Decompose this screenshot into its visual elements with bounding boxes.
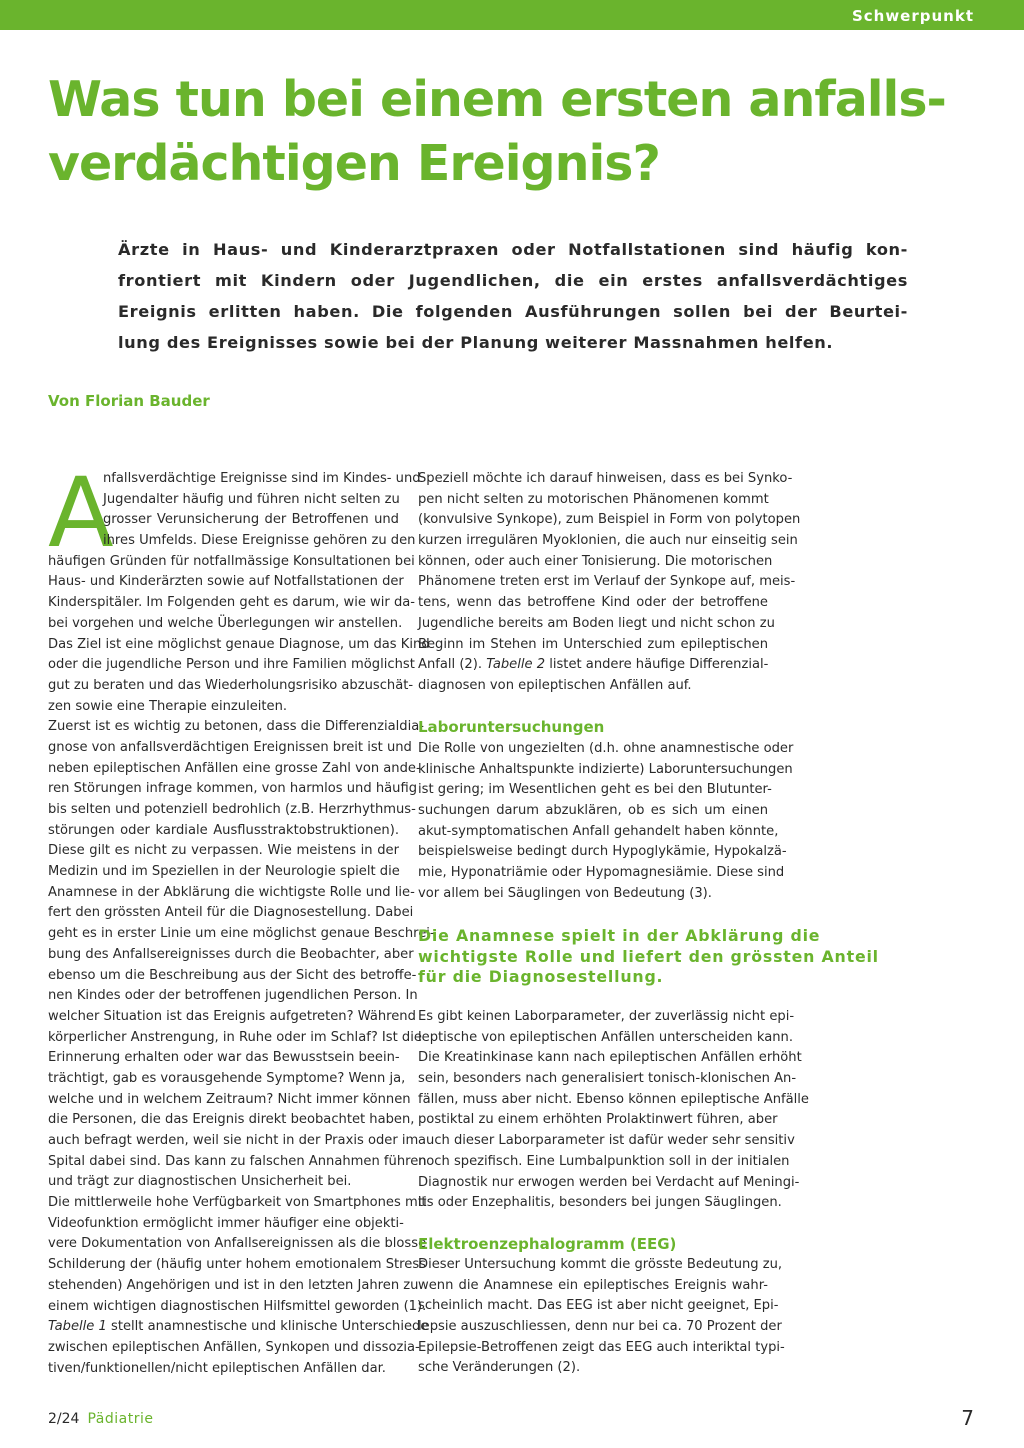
text-line: Das Ziel ist eine möglichst genaue Diagnose, um das Kind (48, 636, 430, 652)
text-line: Die mittlerweile hohe Verfügbarkeit von Smartphones mit (48, 1195, 427, 1211)
lead-line: lung des Ereignisses sowie bei der Planung weiterer Massnahmen helfen. (118, 333, 834, 352)
text-line: Dieser Untersuchung kommt die grösste Bedeutung zu, (418, 1257, 783, 1272)
author-byline: Von Florian Bauder (48, 392, 210, 410)
text-line: tiven/funktionellen/nicht epileptischen Anfällen dar. (48, 1360, 386, 1376)
text-line: Beginn im Stehen im Unterschied zum epileptischen (418, 636, 768, 652)
text-line: körperlicher Anstrengung, in Ruhe oder im Schlaf? Ist die (48, 1029, 422, 1045)
section-label: Schwerpunkt (851, 7, 974, 25)
text-line: pen nicht selten zu motorischen Phänomenen kommt (418, 491, 769, 507)
text-line: klinische Anhaltspunkte indizierte) Laboruntersuchungen (418, 761, 793, 777)
lead-line: Ereignis erlitten haben. Die folgenden Ausführungen sollen bei der Beurtei- (118, 302, 908, 321)
text-line: Epilepsie-Betroffenen zeigt das EEG auch interiktal typi- (418, 1339, 785, 1355)
pull-quote-line: wichtigste Rolle und liefert den grössten Anteil (418, 946, 879, 966)
text-line: häufigen Gründen für notfallmässige Konsultationen bei (48, 553, 415, 569)
text-line: Anfall (2). Tabelle 2 listet andere häufige Differenzial- (418, 657, 769, 673)
text-line: stehenden) Angehörigen und ist in den letzten Jahren zu (48, 1277, 419, 1293)
text-line: trächtigt, gab es vorausgehende Symptome? Wenn ja, (48, 1070, 406, 1086)
text-line: diagnosen von epileptischen Anfällen auf. (418, 677, 692, 693)
footer-issue (48, 1411, 153, 1427)
text-line: ihres Umfelds. Diese Ereignisse gehören zu den (103, 533, 416, 549)
text-line: gnose von anfallsverdächtigen Ereignissen breit ist und (48, 739, 412, 755)
text-line: Kinderspitäler. Im Folgenden geht es darum, wie wir da- (48, 595, 416, 611)
lead-line: frontiert mit Kindern oder Jugendlichen, die ein erstes anfallsverdächtiges (118, 271, 908, 290)
text-line: wenn die Anamnese ein epileptisches Ereignis wahr- (418, 1277, 768, 1293)
text-line: Die Kreatinkinase kann nach epileptischen Anfällen erhöht (418, 1050, 802, 1066)
text-line: ist gering; im Wesentlichen geht es bei den Blutunter- (418, 782, 772, 798)
text-line: können, oder auch einer Tonisierung. Die motorischen (418, 553, 773, 569)
issue-number: 2/24 (48, 1411, 80, 1427)
right-column-labor (418, 739, 794, 905)
drop-cap: A (48, 457, 114, 569)
text-line: bei vorgehen und welche Überlegungen wir anstellen. (48, 615, 403, 631)
text-line: neben epileptischen Anfällen eine grosse Zahl von ande- (48, 760, 421, 776)
text-line: postiktal zu einem erhöhten Prolaktinwert führen, aber (418, 1112, 778, 1128)
text-line: welche und in welchem Zeitraum? Nicht immer können (48, 1091, 411, 1107)
text-line: suchungen darum abzuklären, ob es sich um einen (418, 803, 768, 819)
text-line: Diagnostik nur erwogen werden bei Verdacht auf Meningi- (418, 1174, 800, 1190)
text-line: ebenso um die Beschreibung aus der Sicht des betroffe- (48, 967, 417, 983)
text-line: nfallsverdächtige Ereignisse sind im Kindes- und (103, 471, 421, 486)
text-line: akut-symptomatischen Anfall gehandelt haben könnte, (418, 823, 779, 839)
text-line: mie, Hyponatriämie oder Hypomagnesiämie. Diese sind (418, 865, 785, 881)
left-column (48, 457, 435, 1379)
text-line: Anamnese in der Abklärung die wichtigste Rolle und lie- (48, 884, 415, 900)
text-line: vere Dokumentation von Anfallsereignissen als die blosse (48, 1236, 427, 1252)
text-line: tis oder Enzephalitis, besonders bei jungen Säuglingen. (418, 1195, 782, 1211)
text-line: Phänomene treten erst im Verlauf der Synkope auf, meis- (418, 574, 796, 590)
text-line: Videofunktion ermöglicht immer häufiger eine objekti- (48, 1215, 404, 1231)
title-line: verdächtigen Ereignis? (48, 135, 660, 192)
lead-line: Ärzte in Haus- und Kinderarztpraxen oder Notfallstationen sind häufig kon- (118, 240, 908, 259)
text-line: Haus- und Kinderärzten sowie auf Notfallstationen der (48, 574, 404, 590)
magazine-name: Pädiatrie (87, 1411, 154, 1427)
text-line: Jugendliche bereits am Boden liegt und nicht schon zu (418, 615, 775, 631)
text-line: fert den grössten Anteil für die Diagnosestellung. Dabei (48, 905, 414, 921)
text-line: leptische von epileptischen Anfällen unterscheiden kann. (418, 1029, 793, 1045)
text-line: oder die jugendliche Person und ihre Familien möglichst (48, 657, 415, 673)
text-line: die Personen, die das Ereignis direkt beobachtet haben, (48, 1112, 415, 1128)
right-column-labor-2 (418, 1007, 809, 1214)
text-line: Speziell möchte ich darauf hinweisen, dass es bei Synko- (418, 471, 793, 486)
text-line: Zuerst ist es wichtig zu betonen, dass die Differenzialdia- (48, 719, 424, 735)
text-line: lepsie auszuschliessen, denn nur bei ca. 70 Prozent der (418, 1319, 782, 1335)
text-line: auch befragt werden, weil sie nicht in der Praxis oder im (48, 1133, 419, 1148)
text-line: noch spezifisch. Eine Lumbalpunktion soll in der initialen (418, 1153, 790, 1169)
text-line: bis selten und potenziell bedrohlich (z.B. Herzrhythmus- (48, 802, 416, 817)
text-line: gut zu beraten und das Wiederholungsrisiko abzuschät- (48, 677, 414, 693)
text-line: Erinnerung erhalten oder war das Bewusstsein beein- (48, 1050, 400, 1066)
text-line: welcher Situation ist das Ereignis aufgetreten? Während (48, 1008, 416, 1024)
right-column-intro (418, 469, 801, 697)
text-line: vor allem bei Säuglingen von Bedeutung (3). (418, 885, 712, 901)
text-line: beispielsweise bedingt durch Hypoglykämie, Hypokalzä- (418, 844, 787, 860)
text-line: Es gibt keinen Laborparameter, der zuverlässig nicht epi- (418, 1009, 795, 1024)
text-line: nen Kindes oder der betroffenen jugendlichen Person. In (48, 988, 418, 1004)
text-line: zen sowie eine Therapie einzuleiten. (48, 698, 288, 714)
text-line: (konvulsive Synkope), zum Beispiel in Form von polytopen (418, 512, 801, 528)
section-bar (0, 0, 1024, 30)
page-number: 7 (961, 1406, 974, 1430)
lead-paragraph (118, 234, 908, 358)
text-line: und trägt zur diagnostischen Unsicherheit bei. (48, 1174, 352, 1190)
text-line: zwischen epileptischen Anfällen, Synkopen und dissozia- (48, 1339, 420, 1355)
text-line: sche Veränderungen (2). (418, 1360, 581, 1376)
text-line: Die Rolle von ungezielten (d.h. ohne anamnestische oder (418, 741, 794, 756)
text-line: störungen oder kardiale Ausflusstraktobstruktionen). (48, 822, 399, 838)
right-column-eeg (418, 1255, 785, 1379)
text-line: sein, besonders nach generalisiert tonisch-klonischen An- (418, 1071, 797, 1087)
text-line: grosser Verunsicherung der Betroffenen und (103, 512, 399, 528)
text-line: bung des Anfallsereignisses durch die Beobachter, aber (48, 946, 414, 962)
text-line: auch dieser Laborparameter ist dafür weder sehr sensitiv (418, 1133, 795, 1149)
text-line: kurzen irregulären Myoklonien, die auch nur einseitig sein (418, 533, 798, 549)
title-line: Was tun bei einem ersten anfalls- (48, 71, 946, 128)
pull-quote-line: Die Anamnese spielt in der Abklärung die (418, 926, 821, 945)
text-line: tens, wenn das betroffene Kind oder der betroffene (418, 595, 768, 611)
text-line: Medizin und im Speziellen in der Neurologie spielt die (48, 864, 400, 880)
pull-quote-line: für die Diagnosestellung. (418, 967, 664, 986)
text-line: scheinlich macht. Das EEG ist aber nicht geeignet, Epi- (418, 1298, 779, 1314)
heading-laboruntersuchungen: Laboruntersuchungen (418, 718, 605, 736)
text-line: einem wichtigen diagnostischen Hilfsmittel geworden (1). (48, 1298, 427, 1314)
text-line: Diese gilt es nicht zu verpassen. Wie meistens in der (48, 843, 399, 859)
text-line: Tabelle 1 stellt anamnestische und klinische Unterschiede (48, 1319, 429, 1335)
text-line: Schilderung der (häufig unter hohem emotionalem Stress (48, 1257, 426, 1273)
text-line: ren Störungen infrage kommen, von harmlos und häufig (48, 781, 418, 797)
article-title (48, 68, 988, 196)
text-line: Spital dabei sind. Das kann zu falschen Annahmen führen (48, 1153, 427, 1169)
text-line: fällen, muss aber nicht. Ebenso können epileptische Anfälle (418, 1091, 809, 1107)
pull-quote (418, 926, 978, 988)
text-line: geht es in erster Linie um eine möglichst genaue Beschrei- (48, 926, 435, 942)
text-line: Jugendalter häufig und führen nicht selten zu (103, 491, 400, 507)
heading-eeg: Elektroenzephalogramm (EEG) (418, 1235, 677, 1253)
